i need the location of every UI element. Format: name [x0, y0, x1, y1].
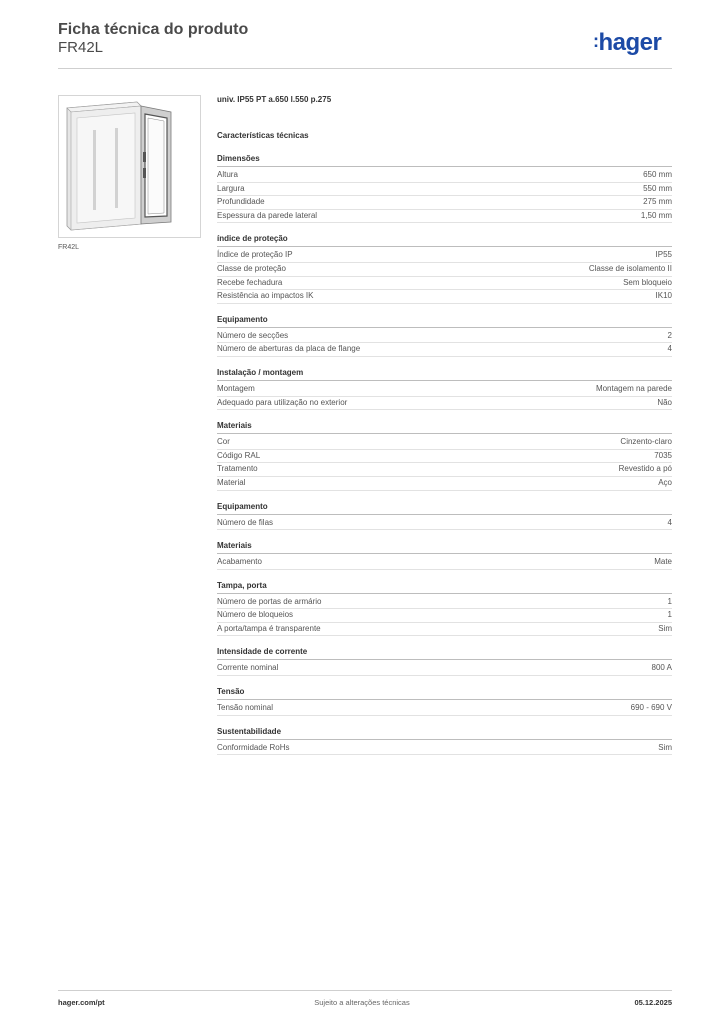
spec-section — [217, 421, 672, 490]
spec-value: Sim — [658, 623, 672, 633]
section-title: Equipamento — [217, 502, 672, 515]
spec-row — [217, 662, 672, 676]
section-title: Tampa, porta — [217, 581, 672, 594]
spec-label: Conformidade RoHs — [217, 742, 290, 752]
spec-label: Montagem — [217, 383, 255, 393]
section-title: Materiais — [217, 541, 672, 554]
spec-value: Aço — [658, 477, 672, 487]
spec-value: 275 mm — [643, 197, 672, 207]
spec-row — [217, 263, 672, 277]
spec-value: Sim — [658, 742, 672, 752]
spec-label: Material — [217, 477, 246, 487]
product-image — [58, 95, 201, 238]
spec-label: Número de portas de armário — [217, 596, 322, 606]
spec-row — [217, 397, 672, 411]
spec-label: Resistência ao impactos IK — [217, 291, 314, 301]
spec-value: 4 — [667, 344, 672, 354]
spec-value: 7035 — [654, 450, 672, 460]
spec-label: Número de aberturas da placa de flange — [217, 344, 361, 354]
footer-date: 05.12.2025 — [634, 998, 672, 1007]
spec-label: Acabamento — [217, 557, 262, 567]
specs-heading: Características técnicas — [217, 131, 309, 140]
spec-label: Índice de proteção IP — [217, 250, 293, 260]
product-description: univ. IP55 PT a.650 l.550 p.275 — [217, 95, 332, 104]
spec-label: Tensão nominal — [217, 703, 274, 713]
spec-row — [217, 623, 672, 637]
spec-row — [217, 596, 672, 610]
page-title: Ficha técnica do produto — [58, 21, 249, 38]
spec-value: Cinzento-claro — [620, 437, 672, 447]
spec-label: Classe de proteção — [217, 263, 286, 273]
product-code: FR42L — [58, 39, 104, 56]
spec-row — [217, 277, 672, 291]
spec-row — [217, 477, 672, 491]
footer-website: hager.com/pt — [58, 998, 105, 1007]
spec-row — [217, 436, 672, 450]
spec-label: Altura — [217, 170, 238, 179]
spec-row — [217, 330, 672, 344]
section-title: Tensão — [217, 687, 672, 700]
spec-value: 1 — [667, 596, 672, 606]
header-divider — [58, 68, 672, 69]
spec-value: Revestido a pó — [618, 464, 672, 474]
spec-row — [217, 609, 672, 623]
spec-row — [217, 556, 672, 570]
spec-row — [217, 383, 672, 397]
spec-row — [217, 450, 672, 464]
brand-logo-text: hager — [598, 29, 662, 56]
spec-label: Tratamento — [217, 464, 258, 474]
spec-label: Recebe fechadura — [217, 277, 283, 287]
spec-value: IK10 — [655, 291, 672, 301]
spec-value: 550 mm — [643, 183, 672, 193]
spec-label: Corrente nominal — [217, 663, 279, 673]
spec-section — [217, 647, 672, 676]
spec-label: Profundidade — [217, 197, 265, 207]
spec-value: 800 A — [651, 663, 672, 673]
spec-label: A porta/tampa é transparente — [217, 623, 321, 633]
spec-value: Classe de isolamento II — [588, 263, 672, 273]
spec-value: 1,50 mm — [640, 210, 672, 220]
brand-logo: :hager — [593, 29, 662, 56]
spec-section — [217, 154, 672, 223]
spec-label: Espessura da parede lateral — [217, 210, 318, 220]
spec-label: Número de filas — [217, 517, 274, 527]
footer-divider — [58, 990, 672, 991]
spec-label: Cor — [217, 437, 230, 447]
spec-row — [217, 183, 672, 197]
spec-value: IP55 — [655, 250, 672, 260]
spec-row — [217, 702, 672, 716]
enclosure-illustration — [59, 96, 200, 237]
spec-value: 690 - 690 V — [630, 703, 672, 713]
spec-section — [217, 581, 672, 637]
spec-row — [217, 463, 672, 477]
technical-specifications — [217, 95, 672, 755]
image-caption: FR42L — [58, 244, 80, 251]
section-title: Intensidade de corrente — [217, 647, 672, 660]
spec-section — [217, 727, 672, 756]
spec-value: 4 — [667, 517, 672, 527]
spec-value: Sem bloqueio — [623, 277, 672, 287]
spec-row — [217, 290, 672, 304]
spec-row — [217, 343, 672, 357]
spec-label: Adequado para utilização no exterior — [217, 397, 348, 407]
spec-value: Não — [657, 397, 672, 407]
footer-notice: Sujeito a alterações técnicas — [314, 998, 410, 1007]
spec-value: Mate — [654, 557, 672, 567]
spec-section — [217, 234, 672, 303]
spec-value: 650 mm — [643, 170, 672, 179]
spec-label: Número de bloqueios — [217, 610, 294, 620]
section-title: Sustentabilidade — [217, 727, 672, 740]
spec-label: Código RAL — [217, 450, 261, 460]
spec-label: Número de secções — [217, 330, 289, 340]
spec-row — [217, 196, 672, 210]
section-title: índice de proteção — [217, 234, 672, 247]
section-title: Dimensões — [217, 154, 672, 167]
spec-value: Montagem na parede — [595, 383, 672, 393]
spec-section — [217, 541, 672, 570]
section-title: Materiais — [217, 421, 672, 434]
spec-row — [217, 517, 672, 531]
spec-row — [217, 249, 672, 263]
spec-row — [217, 210, 672, 224]
spec-row — [217, 742, 672, 756]
section-title: Instalação / montagem — [217, 368, 672, 381]
spec-section — [217, 687, 672, 716]
spec-section — [217, 502, 672, 531]
section-title: Equipamento — [217, 315, 672, 328]
spec-section — [217, 315, 672, 357]
spec-value: 1 — [667, 610, 672, 620]
spec-section — [217, 368, 672, 410]
spec-value: 2 — [667, 330, 672, 340]
spec-label: Largura — [217, 183, 245, 193]
spec-sections — [217, 154, 672, 755]
spec-row — [217, 169, 672, 183]
